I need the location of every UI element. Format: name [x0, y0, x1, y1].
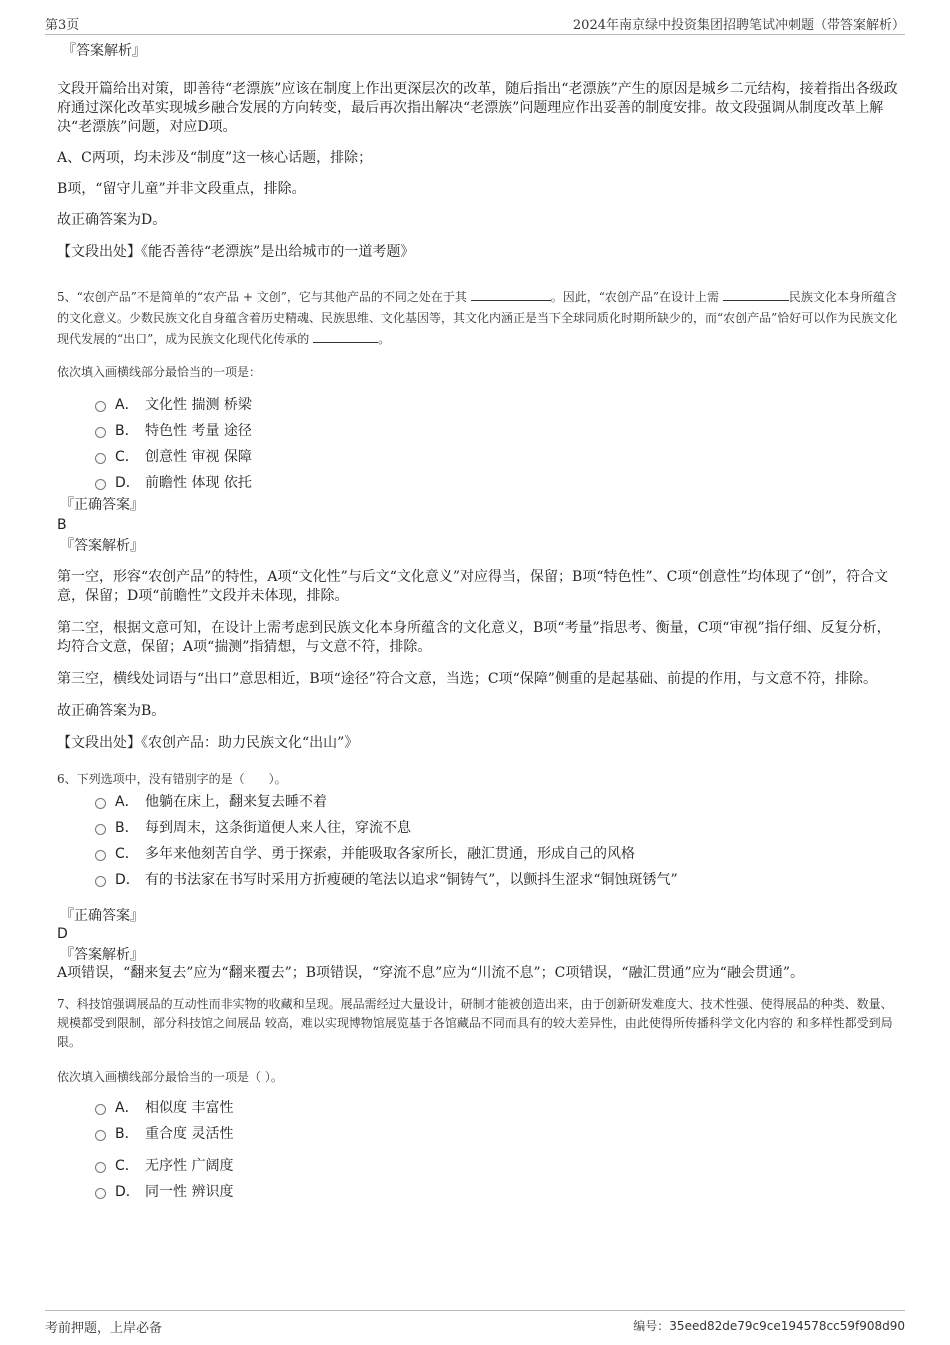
q4-analysis-p2: A、C两项，均未涉及“制度”这一核心话题，排除；	[57, 150, 373, 166]
radio-icon[interactable]	[95, 1104, 106, 1115]
q6-correct-label: 『正确答案』	[60, 908, 144, 924]
q5-correct-label: 『正确答案』	[60, 497, 144, 513]
radio-icon[interactable]	[95, 453, 106, 464]
q6-option-b[interactable]: B． 每到周末，这条街道便人来人往，穿流不息	[95, 815, 900, 841]
q6-analysis: A项错误，“翻来复去”应为“翻来覆去”；B项错误，“穿流不息”应为“川流不息”；C项错误，“融汇贯通”应为“融会贯通”。	[57, 965, 804, 981]
q6-stem: 6、下列选项中，没有错别字的是（ ）。	[57, 772, 287, 786]
page-content	[57, 42, 900, 1205]
q7-prompt: 依次填入画横线部分最恰当的一项是（ ）。	[57, 1070, 283, 1084]
q4-analysis-label: 『答案解析』	[62, 43, 146, 59]
page-header	[45, 14, 905, 35]
radio-icon[interactable]	[95, 1130, 106, 1141]
q7-option-d[interactable]: D． 同一性 辨识度	[95, 1179, 900, 1205]
q5-correct-answer: B	[57, 517, 67, 533]
q6-option-a[interactable]: A． 他躺在床上，翻来复去睡不着	[95, 789, 900, 815]
q4-source: 【文段出处】《能否善待“老漂族”是出给城市的一道考题》	[57, 244, 415, 260]
q5-blank-2	[723, 288, 789, 301]
q5-analysis-p1: 第一空，形容“农创产品”的特性，A项“文化性”与后文“文化意义”对应得当，保留；B项“特色性”、C项“创意性”均体现了“创”，符合文意，保留；D项“前瞻性”文段并未体现，排除。	[57, 569, 888, 604]
radio-icon[interactable]	[95, 798, 106, 809]
q5-blank-3	[313, 330, 378, 343]
q6-analysis-label: 『答案解析』	[60, 947, 144, 963]
q7-options	[57, 1095, 900, 1205]
radio-icon[interactable]	[95, 850, 106, 861]
q7-option-b[interactable]: B． 重合度 灵活性	[95, 1121, 900, 1147]
q6-options	[57, 789, 900, 893]
q5-prompt: 依次填入画横线部分最恰当的一项是：	[57, 365, 262, 379]
radio-icon[interactable]	[95, 1188, 106, 1199]
page-number: 第3页	[45, 18, 80, 33]
q4-analysis-p1: 文段开篇给出对策，即善待“老漂族”应该在制度上作出更深层次的改革，随后指出“老漂族”产生的原因是城乡二元结构，接着指出各级政府通过深化改革实现城乡融合发展的方向转变，最后再次指出解决“老漂族”问题理应作出妥善的制度安排。故文段强调从制度改革上解决“老漂族”问题，对应D项。	[57, 81, 898, 135]
q5-source: 【文段出处】《农创产品：助力民族文化“出山”》	[57, 735, 359, 751]
radio-icon[interactable]	[95, 401, 106, 412]
radio-icon[interactable]	[95, 1162, 106, 1173]
q5-analysis-label: 『答案解析』	[60, 538, 144, 554]
q6-correct-answer: D	[57, 926, 68, 942]
radio-icon[interactable]	[95, 479, 106, 490]
q5-option-d[interactable]: D． 前瞻性 体现 依托	[95, 470, 900, 496]
document-title: 2024年南京绿中投资集团招聘笔试冲刺题（带答案解析）	[572, 18, 905, 33]
q5-option-a[interactable]: A． 文化性 揣测 桥梁	[95, 392, 900, 418]
q5-option-b[interactable]: B． 特色性 考量 途径	[95, 418, 900, 444]
document-code: 编号：35eed82de79c9ce194578cc59f908d90	[633, 1319, 905, 1333]
q7-stem: 7、科技馆强调展品的互动性而非实物的收藏和呈现。展品需经过大量设计，研制才能被创造出来，由于创新研发难度大、技术性强、使得展品的种类、数量、规模都受到限制，部分科技馆之间展品 较高，难以实现博物馆展览基于各馆藏品不同而具有的较大差异性，由此使得所传播科学文化内容的 和多样性都受到局限。	[57, 997, 893, 1049]
radio-icon[interactable]	[95, 876, 106, 887]
radio-icon[interactable]	[95, 427, 106, 438]
q7-option-a[interactable]: A． 相似度 丰富性	[95, 1095, 900, 1121]
radio-icon[interactable]	[95, 824, 106, 835]
q6-option-d[interactable]: D． 有的书法家在书写时采用方折瘦硬的笔法以追求“铜铸气”，以颤抖生涩求“铜蚀斑锈气”	[95, 867, 900, 893]
q5-analysis-p3: 第三空，横线处词语与“出口”意思相近，B项“途径”符合文意，当选；C项“保障”侧重的是起基础、前提的作用，与文意不符，排除。	[57, 671, 877, 687]
q5-option-c[interactable]: C． 创意性 审视 保障	[95, 444, 900, 470]
q5-options	[57, 392, 900, 496]
q5-stem: 5、“农创产品”不是简单的“农产品 + 文创”，它与其他产品的不同之处在于其 。因此，“农创产品”在设计上需 民族文化本身所蕴含的文化意义。少数民族文化自身蕴含着历史精魂、民族思维、文化基因等，其文化内涵正是当下全球同质化时期所缺少的，而“农创产品”恰好可以作为民族文化现代发展的“出口”，成为民族文化现代化传承的 。	[57, 290, 898, 346]
q5-analysis-p2: 第二空，根据文意可知，在设计上需考虑到民族文化本身所蕴含的文化意义，B项“考量”指思考、衡量，C项“审视”指仔细、反复分析，均符合文意，保留；A项“揣测”指猜想，与文意不符，排除。	[57, 620, 891, 655]
footer-motto: 考前押题，上岸必备	[45, 1321, 163, 1336]
q6-option-c[interactable]: C． 多年来他刻苦自学、勇于探索，并能吸取各家所长，融汇贯通，形成自己的风格	[95, 841, 900, 867]
page-footer	[45, 1310, 905, 1341]
q7-option-c[interactable]: C． 无序性 广阔度	[95, 1153, 900, 1179]
q4-analysis-p4: 故正确答案为D。	[57, 212, 167, 228]
q4-analysis-p3: B项，“留守儿童”并非文段重点，排除。	[57, 181, 306, 197]
q5-blank-1	[471, 288, 551, 301]
q5-analysis-p4: 故正确答案为B。	[57, 703, 166, 719]
